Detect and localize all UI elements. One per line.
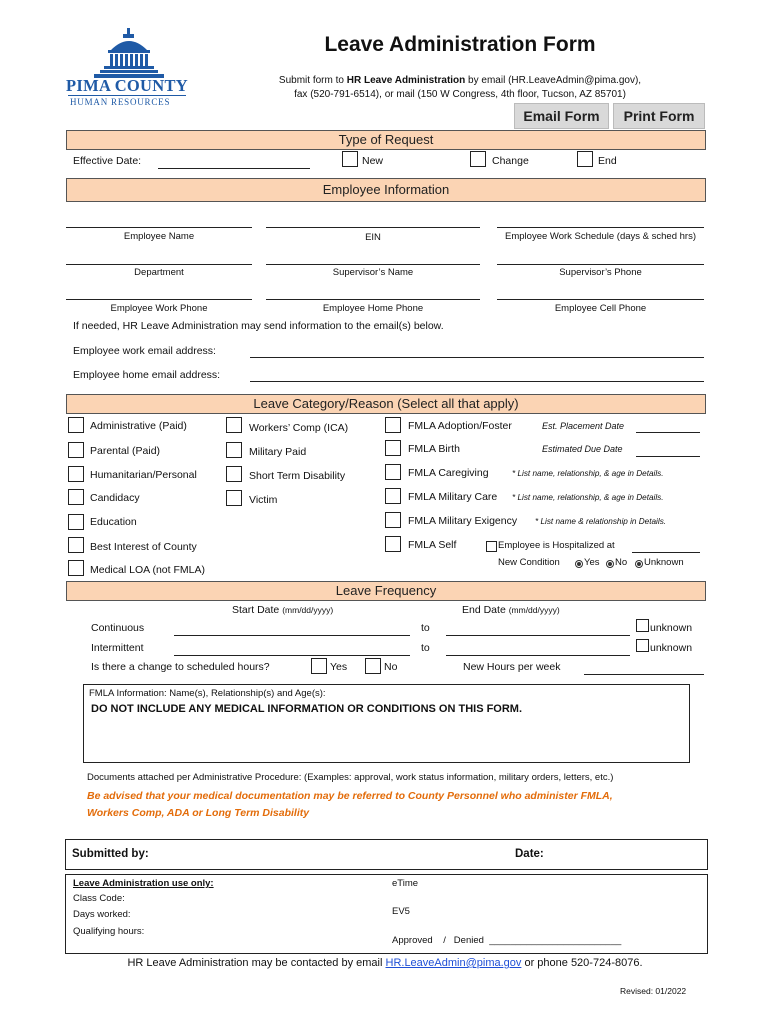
supervisor-name-input[interactable] (266, 264, 480, 265)
est-due-input[interactable] (636, 456, 700, 457)
short-term-disability-checkbox[interactable] (226, 466, 242, 482)
workers-comp-label: Workers’ Comp (ICA) (249, 422, 349, 434)
class-code-label: Class Code: (73, 893, 125, 904)
humanitarian-checkbox[interactable] (68, 466, 84, 482)
new-condition-yes-label: Yes (584, 557, 600, 568)
effective-date-input[interactable] (158, 168, 310, 169)
continuous-to-label: to (421, 622, 430, 634)
fmla-information-label: FMLA Information: Name(s), Relationship(s) and Age(s): (89, 688, 326, 699)
administrative-paid-label: Administrative (Paid) (90, 420, 187, 432)
education-label: Education (90, 516, 137, 528)
work-schedule-input[interactable] (497, 227, 704, 228)
submit-address: fax (520-791-6514), or mail (150 W Congress, 4th floor, Tucson, AZ 85701) (294, 89, 626, 100)
short-term-disability-label: Short Term Disability (249, 470, 346, 482)
ein-caption: EIN (365, 232, 381, 243)
ev5-label: EV5 (392, 906, 410, 917)
print-form-button[interactable]: Print Form (613, 103, 705, 129)
days-worked-label: Days worked: (73, 909, 131, 920)
caregiving-note: * List name, relationship, & age in Details. (512, 469, 664, 478)
change-hours-yes-checkbox[interactable] (311, 658, 327, 674)
submit-instructions: Submit form to HR Leave Administration by email (HR.LeaveAdmin@pima.gov), (278, 75, 642, 86)
education-checkbox[interactable] (68, 514, 84, 530)
fmla-adoption-checkbox[interactable] (385, 417, 401, 433)
new-condition-unknown-label: Unknown (644, 557, 684, 568)
est-due-label: Estimated Due Date (542, 444, 623, 454)
military-paid-checkbox[interactable] (226, 442, 242, 458)
humanitarian-label: Humanitarian/Personal (90, 469, 197, 481)
employee-name-input[interactable] (66, 227, 252, 228)
fmla-caregiving-checkbox[interactable] (385, 464, 401, 480)
cell-phone-input[interactable] (497, 299, 704, 300)
est-placement-label: Est. Placement Date (542, 421, 625, 431)
email-note: If needed, HR Leave Administration may send information to the email(s) below. (73, 320, 444, 332)
capitol-dome-icon (64, 28, 194, 80)
intermittent-label: Intermittent (91, 642, 144, 654)
exigency-note: * List name & relationship in Details. (535, 517, 667, 526)
fmla-exigency-label: FMLA Military Exigency (408, 515, 518, 527)
new-condition-unknown-radio[interactable] (635, 560, 643, 568)
request-end-label: End (598, 155, 617, 167)
fmla-military-care-checkbox[interactable] (385, 488, 401, 504)
contact-line: HR Leave Administration may be contacted by email HR.LeaveAdmin@pima.gov or phone 520-724-8076. (127, 957, 643, 969)
administrative-paid-checkbox[interactable] (68, 417, 84, 433)
continuous-start-input[interactable] (174, 635, 410, 636)
hospitalized-checkbox[interactable] (486, 541, 497, 552)
new-condition-no-label: No (615, 557, 628, 568)
est-placement-input[interactable] (636, 432, 700, 433)
contact-email-link[interactable]: HR.LeaveAdmin@pima.gov (385, 957, 522, 969)
fmla-self-label: FMLA Self (408, 539, 457, 551)
work-email-label: Employee work email address: (73, 345, 216, 357)
new-hours-label: New Hours per week (463, 661, 561, 673)
home-email-label: Employee home email address: (73, 369, 221, 381)
continuous-unknown-label: unknown (650, 622, 693, 634)
new-condition-label: New Condition (498, 557, 560, 568)
candidacy-label: Candidacy (90, 492, 140, 504)
military-care-note: * List name, relationship, & age in Details. (512, 493, 664, 502)
continuous-end-input[interactable] (446, 635, 630, 636)
work-email-input[interactable] (250, 357, 704, 358)
workers-comp-checkbox[interactable] (226, 417, 242, 433)
employee-information-header: Employee Information (66, 178, 706, 202)
fmla-adoption-label: FMLA Adoption/Foster (408, 420, 512, 432)
victim-checkbox[interactable] (226, 490, 242, 506)
effective-date-label: Effective Date: (73, 155, 142, 167)
logo-title: PIMA COUNTY (66, 76, 189, 95)
leave-frequency-header: Leave Frequency (66, 581, 706, 601)
documents-attached-text: Documents attached per Administrative Procedure: (Examples: approval, work status information, military orders, letters, etc.) (87, 772, 614, 783)
ein-input[interactable] (266, 227, 480, 228)
fmla-caregiving-label: FMLA Caregiving (408, 467, 489, 479)
new-hours-input[interactable] (584, 674, 704, 675)
date-label: Date: (515, 848, 544, 860)
admin-use-title: Leave Administration use only: (73, 878, 214, 889)
medical-loa-checkbox[interactable] (68, 560, 84, 576)
approved-denied-line: Approved / Denied _________________________ (392, 935, 622, 946)
intermittent-unknown-checkbox[interactable] (636, 639, 649, 652)
new-condition-no-radio[interactable] (606, 560, 614, 568)
fmla-self-checkbox[interactable] (385, 536, 401, 552)
pima-county-logo (64, 28, 194, 110)
request-change-checkbox[interactable] (470, 151, 486, 167)
work-phone-input[interactable] (66, 299, 252, 300)
request-change-label: Change (492, 155, 529, 167)
request-new-label: New (362, 155, 384, 167)
continuous-unknown-checkbox[interactable] (636, 619, 649, 632)
best-interest-checkbox[interactable] (68, 537, 84, 553)
intermittent-end-input[interactable] (446, 655, 630, 656)
advice-line-2: Workers Comp, ADA or Long Term Disability (87, 807, 310, 819)
fmla-birth-checkbox[interactable] (385, 440, 401, 456)
work-schedule-caption: Employee Work Schedule (days & sched hrs) (505, 231, 696, 242)
medical-loa-label: Medical LOA (not FMLA) (90, 564, 205, 576)
start-date-label: Start Date (mm/dd/yyyy) (232, 604, 334, 616)
military-paid-label: Military Paid (249, 446, 307, 458)
candidacy-checkbox[interactable] (68, 489, 84, 505)
new-condition-yes-radio[interactable] (575, 560, 583, 568)
logo-subtitle: HUMAN RESOURCES (70, 97, 171, 107)
email-form-button[interactable]: Email Form (514, 103, 609, 129)
intermittent-unknown-label: unknown (650, 642, 693, 654)
request-new-checkbox[interactable] (342, 151, 358, 167)
etime-label: eTime (392, 878, 419, 889)
hospitalized-label: Employee is Hospitalized at (498, 540, 615, 551)
fmla-birth-label: FMLA Birth (408, 443, 460, 455)
cell-phone-caption: Employee Cell Phone (554, 303, 647, 314)
leave-category-header: Leave Category/Reason (Select all that apply) (66, 394, 706, 414)
parental-paid-checkbox[interactable] (68, 442, 84, 458)
victim-label: Victim (249, 494, 278, 506)
request-end-checkbox[interactable] (577, 151, 593, 167)
supervisor-phone-caption: Supervisor’s Phone (559, 267, 642, 278)
submitted-by-label: Submitted by: (72, 848, 149, 860)
department-input[interactable] (66, 264, 252, 265)
medical-info-warning: DO NOT INCLUDE ANY MEDICAL INFORMATION OR CONDITIONS ON THIS FORM. (91, 703, 523, 715)
change-hours-no-checkbox[interactable] (365, 658, 381, 674)
fmla-military-care-label: FMLA Military Care (408, 491, 498, 503)
home-phone-input[interactable] (266, 299, 480, 300)
parental-paid-label: Parental (Paid) (90, 445, 161, 457)
change-hours-question: Is there a change to scheduled hours? (91, 661, 270, 673)
intermittent-to-label: to (421, 642, 430, 654)
supervisor-name-caption: Supervisor’s Name (332, 267, 414, 278)
hospitalized-input[interactable] (632, 552, 700, 553)
fmla-exigency-checkbox[interactable] (385, 512, 401, 528)
end-date-label: End Date (mm/dd/yyyy) (462, 604, 560, 616)
employee-name-caption: Employee Name (123, 231, 195, 242)
qualifying-hours-label: Qualifying hours: (73, 926, 145, 937)
revised-date: Revised: 01/2022 (620, 986, 687, 996)
supervisor-phone-input[interactable] (497, 264, 704, 265)
type-of-request-header: Type of Request (66, 130, 706, 150)
change-hours-yes-label: Yes (330, 661, 348, 673)
work-phone-caption: Employee Work Phone (110, 303, 208, 314)
submitted-by-box[interactable] (65, 839, 708, 870)
intermittent-start-input[interactable] (174, 655, 410, 656)
page-title: Leave Administration Form (324, 33, 596, 56)
advice-line-1: Be advised that your medical documentation may be referred to County Personnel who administer FMLA, (87, 790, 613, 802)
continuous-label: Continuous (91, 622, 145, 634)
department-caption: Department (134, 267, 184, 278)
home-phone-caption: Employee Home Phone (322, 303, 424, 314)
change-hours-no-label: No (384, 661, 398, 673)
home-email-input[interactable] (250, 381, 704, 382)
best-interest-label: Best Interest of County (90, 541, 197, 553)
